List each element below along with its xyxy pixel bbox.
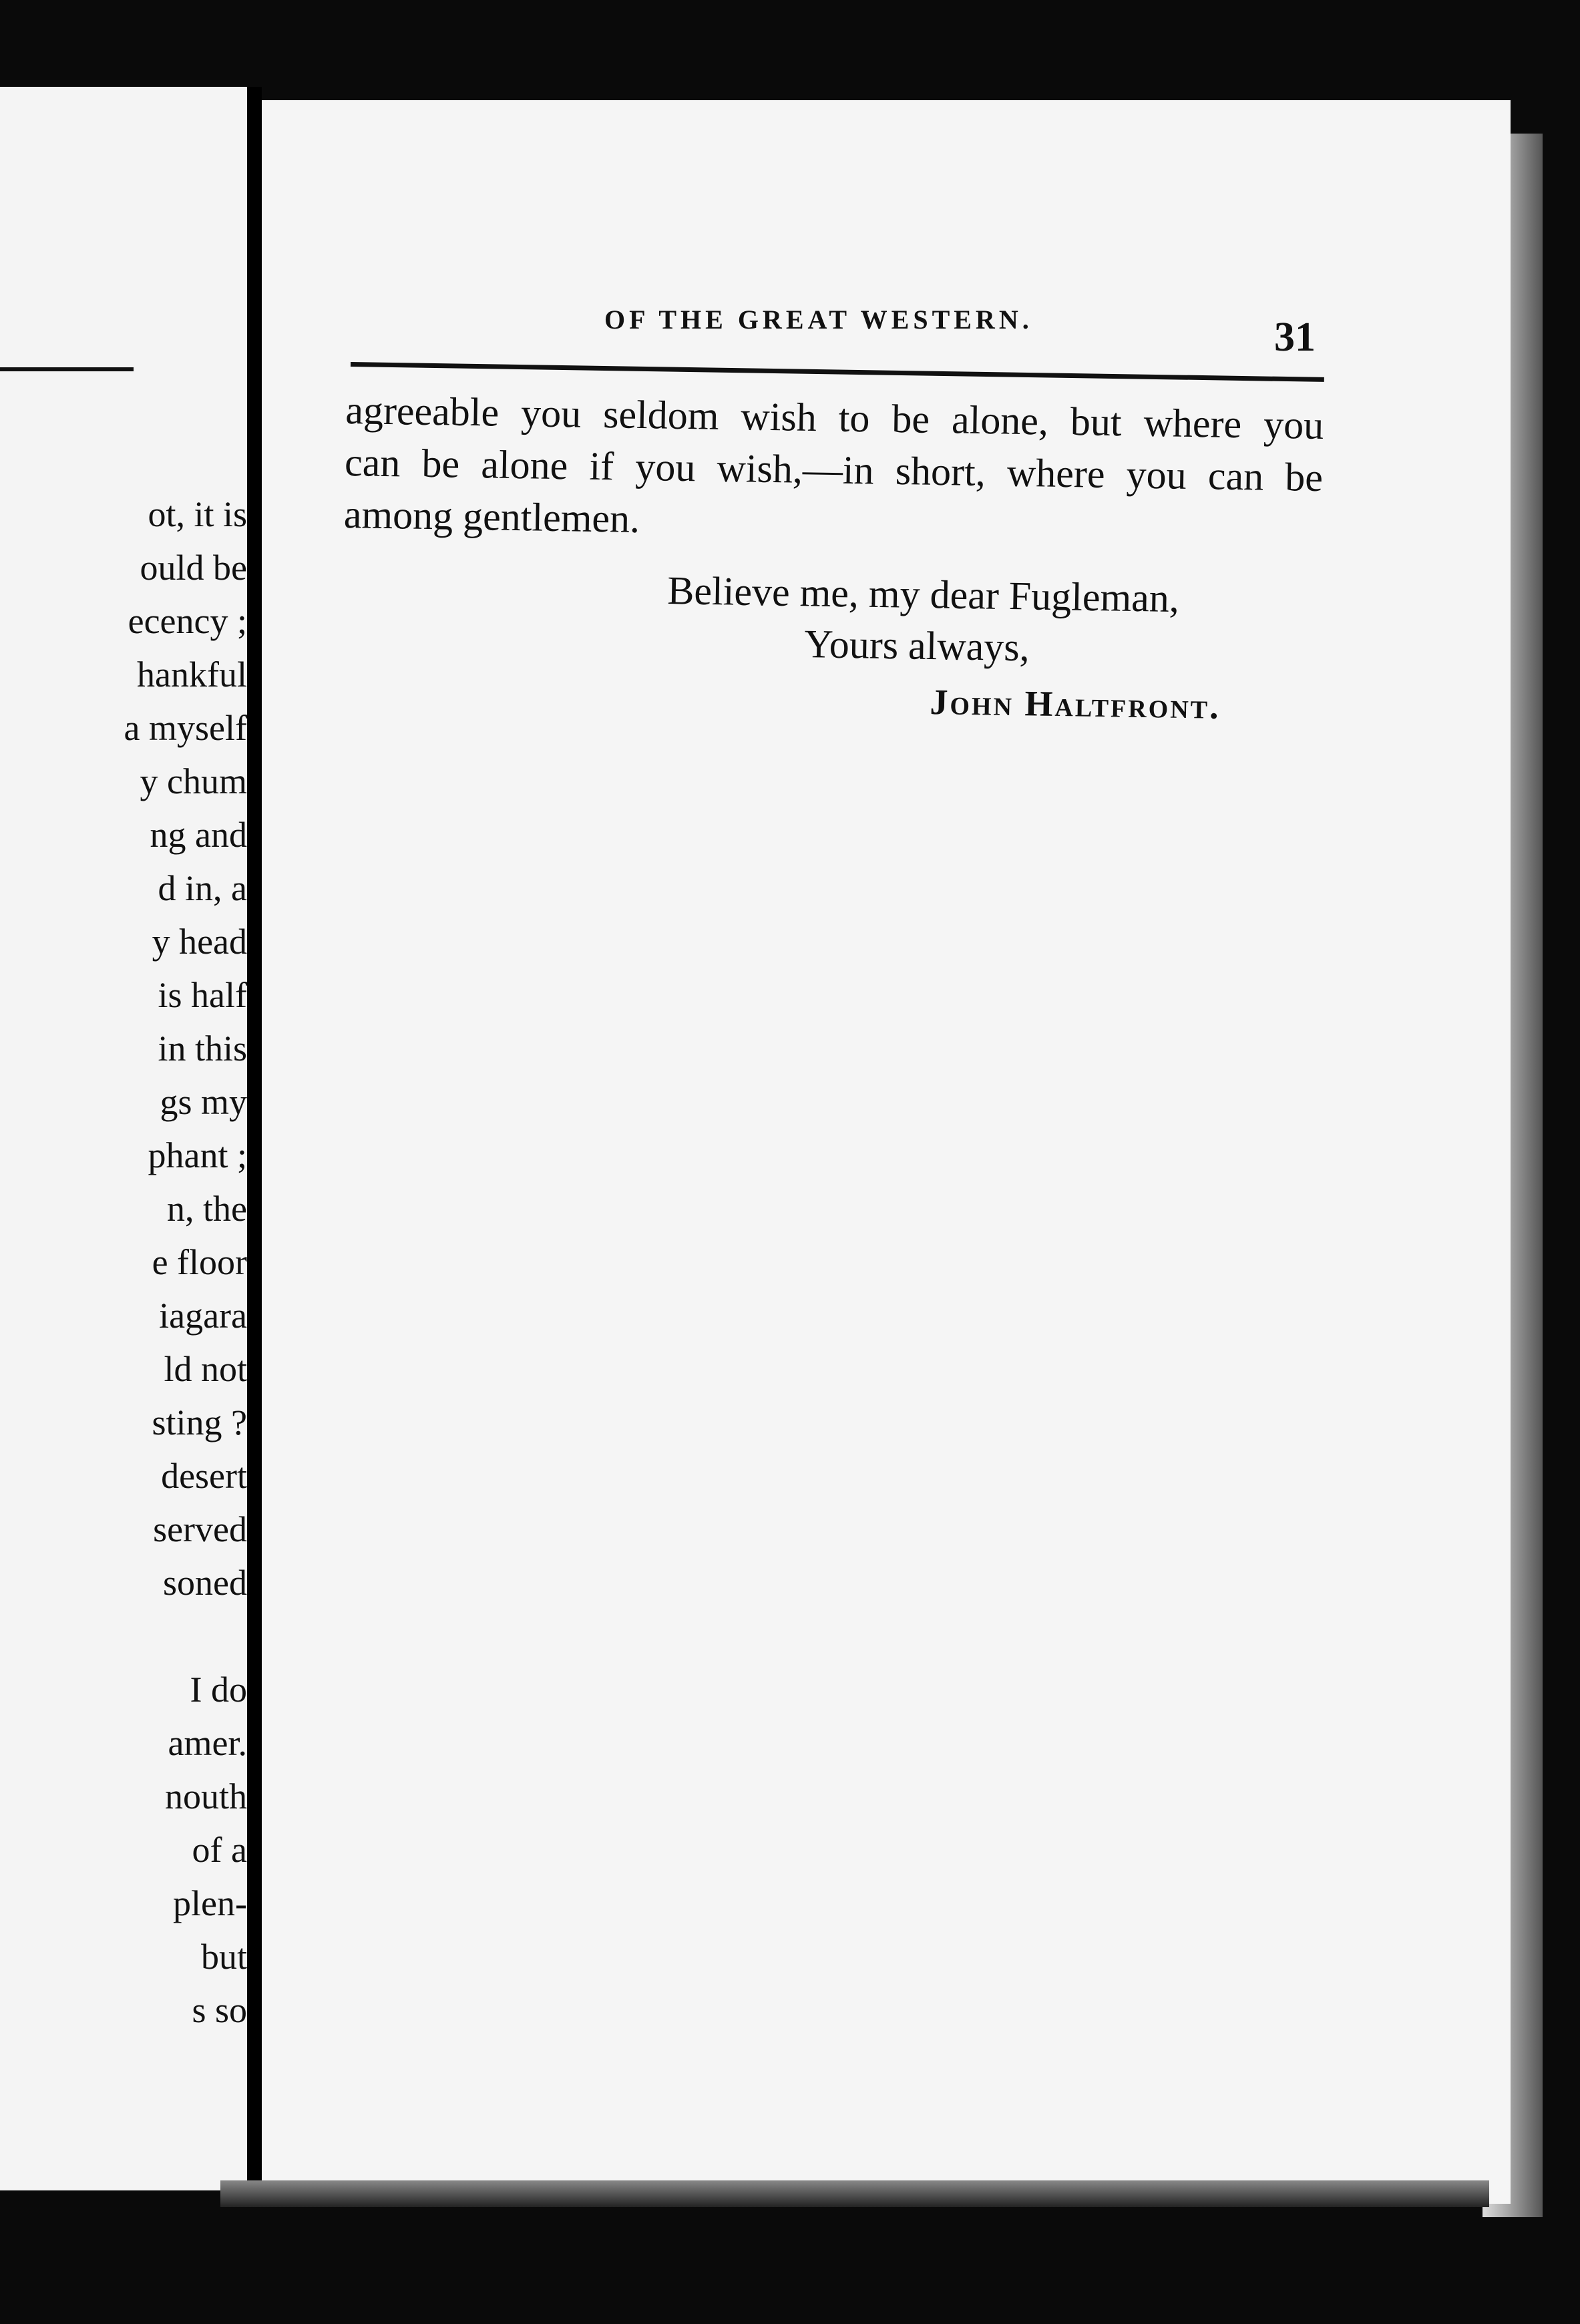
letter-closing: Believe me, my dear Fugleman,	[666, 568, 1180, 621]
facing-page-line: y head	[152, 922, 247, 962]
facing-page-gap	[124, 1609, 247, 1663]
facing-page	[0, 87, 247, 2190]
facing-page-line: e floor	[152, 1242, 247, 1282]
facing-page-line: n, the	[167, 1189, 247, 1229]
facing-page-line: phant ;	[148, 1135, 247, 1175]
facing-page-line: plen-	[173, 1883, 247, 1923]
body-line: can be alone if you wish,—in short, where you can be	[344, 439, 1324, 500]
page-number: 31	[1274, 315, 1316, 360]
facing-page-line: soned	[163, 1563, 247, 1603]
facing-page-line: hankful	[137, 654, 247, 695]
facing-page-line: sting ?	[152, 1402, 247, 1442]
letter-valediction: Yours always,	[803, 621, 1030, 670]
body-line: agreeable you seldom wish to be alone, but where you	[345, 387, 1324, 448]
facing-page-rule	[0, 367, 134, 371]
letter-signature: John Haltfront.	[930, 681, 1221, 727]
facing-page-line: I do	[190, 1670, 247, 1710]
running-head: OF THE GREAT WESTERN.	[604, 305, 1033, 335]
facing-page-line: amer.	[168, 1723, 247, 1763]
facing-page-line: nouth	[164, 1776, 247, 1816]
body-paragraph	[343, 384, 1324, 556]
facing-page-line: gs my	[160, 1082, 247, 1122]
facing-page-text	[124, 488, 247, 2037]
facing-page-line: ng and	[150, 815, 247, 855]
facing-page-line: of a	[192, 1830, 247, 1870]
body-line: among gentlemen.	[343, 492, 640, 541]
facing-page-line: ld not	[164, 1349, 247, 1389]
facing-page-line: desert	[161, 1456, 247, 1496]
page-bottom-edge	[220, 2180, 1489, 2207]
facing-page-line: ot, it is	[148, 494, 247, 534]
facing-page-line: but	[200, 1937, 247, 1977]
facing-page-line: ecency ;	[128, 601, 247, 641]
facing-page-line: served	[153, 1509, 247, 1549]
facing-page-line: in this	[158, 1028, 247, 1069]
facing-page-line: iagara	[159, 1296, 247, 1336]
facing-page-line: ould be	[140, 548, 247, 588]
facing-page-line: a myself	[124, 708, 247, 748]
facing-page-line: y chum	[140, 761, 247, 801]
facing-page-line: s so	[192, 1990, 247, 2030]
book-gutter	[247, 87, 262, 2197]
facing-page-line: d in, a	[158, 868, 247, 908]
facing-page-line: is half	[158, 975, 247, 1015]
